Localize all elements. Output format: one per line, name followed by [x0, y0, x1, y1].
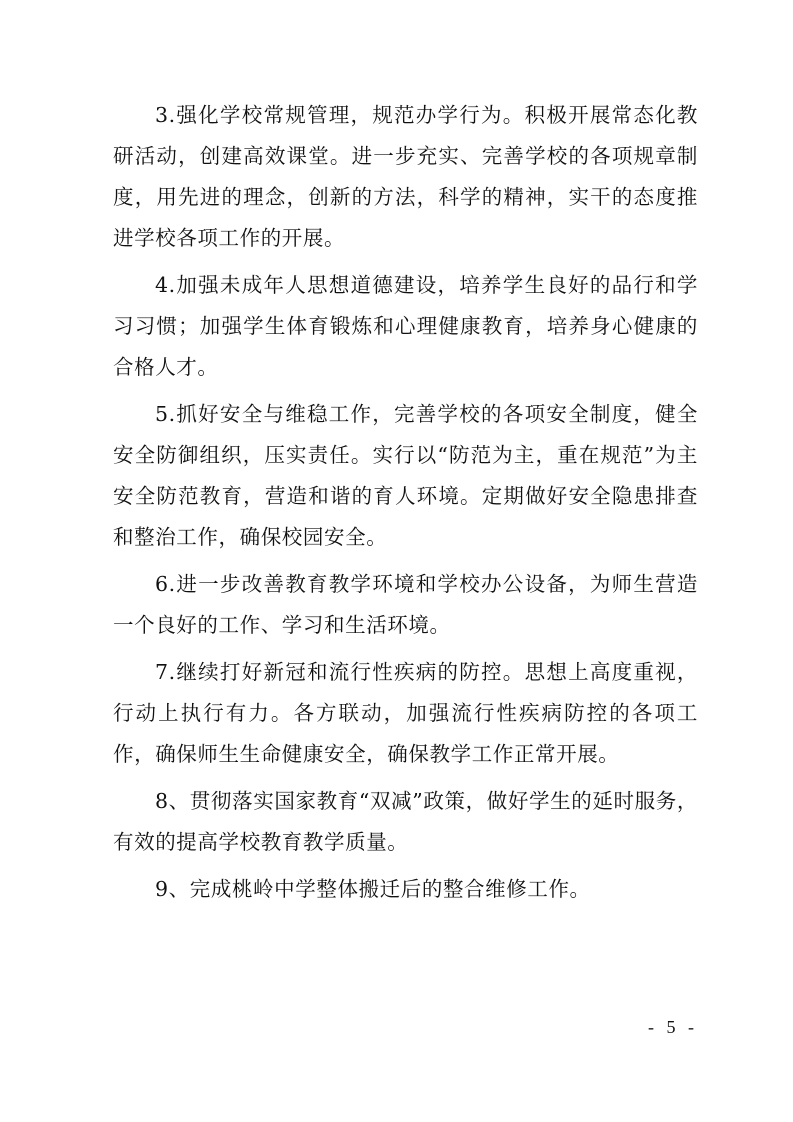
paragraph-item-7: 7.继续打好新冠和流行性疾病的防控。思想上高度重视，行动上执行有力。各方联动，加强流行性疾病防控的各项工作，确保师生生命健康安全，确保教学工作正常开展。: [113, 660, 698, 766]
paragraph-item-9: 9、完成桃岭中学整体搬迁后的整合维修工作。: [155, 877, 591, 901]
paragraph-item-8: 8、贯彻落实国家教育“双减”政策，做好学生的延时服务，有效的提高学校教育教学质量。: [113, 789, 698, 854]
page-number: - 5 -: [648, 1017, 698, 1037]
paragraph-item-6: 6.进一步改善教育教学环境和学校办公设备，为师生营造一个良好的工作、学习和生活环境。: [113, 572, 698, 637]
paragraph-item-3: 3.强化学校常规管理，规范办学行为。积极开展常态化教研活动，创建高效课堂。进一步充实、完善学校的各项规章制度，用先进的理念，创新的方法，科学的精神，实干的态度推进学校各项工作的开展。: [113, 103, 698, 250]
paragraph-item-5: 5.抓好安全与维稳工作，完善学校的各项安全制度，健全安全防御组织，压实责任。实行以“防范为主，重在规范”为主安全防范教育，营造和谐的育人环境。定期做好安全隐患排查和整治工作，确保校园安全。: [113, 402, 698, 549]
document-body: [113, 95, 698, 916]
paragraph-item-4: 4.加强未成年人思想道德建设，培养学生良好的品行和学习习惯；加强学生体育锻炼和心理健康教育，培养身心健康的合格人才。: [113, 273, 698, 379]
